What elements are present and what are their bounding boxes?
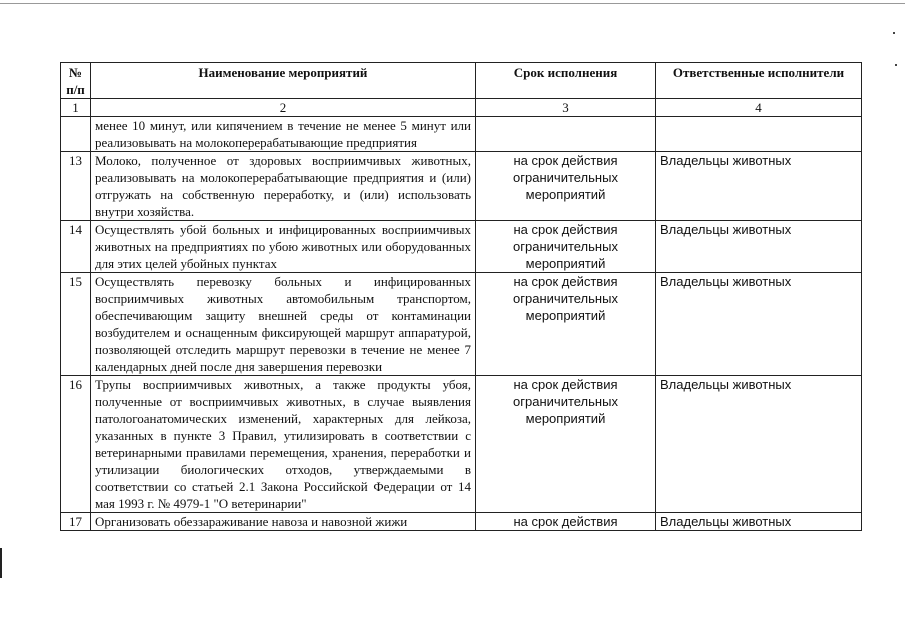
header-row <box>61 63 862 99</box>
measure-term: на срок действия ограничительных мероприятий <box>476 273 656 376</box>
measure-responsible: Владельцы животных <box>656 513 862 531</box>
row-number: 17 <box>61 513 91 531</box>
table-row <box>61 513 862 531</box>
measure-responsible: Владельцы животных <box>656 376 862 513</box>
scan-speck <box>893 32 895 34</box>
measure-responsible <box>656 117 862 152</box>
measure-responsible: Владельцы животных <box>656 152 862 221</box>
header-term: Срок исполнения <box>476 63 656 99</box>
column-index-row <box>61 99 862 117</box>
measure-name: Осуществлять перевозку больных и инфицированных восприимчивых животных автомобильным транспортом, обеспечивающим защиту внешней среды от контаминации возбудителем и оснащенным фиксирующей маршрут аппаратурой, позволяющей отследить маршрут перевозки в течение не менее 7 календарных дней после дня завершения перевозки <box>91 273 476 376</box>
row-number <box>61 117 91 152</box>
table-row <box>61 152 862 221</box>
measure-name: Организовать обеззараживание навоза и навозной жижи <box>91 513 476 531</box>
measures-table <box>60 62 862 531</box>
column-index: 3 <box>476 99 656 117</box>
column-index: 4 <box>656 99 862 117</box>
header-resp: Ответственные исполнители <box>656 63 862 99</box>
row-number: 15 <box>61 273 91 376</box>
measure-term: на срок действия ограничительных мероприятий <box>476 152 656 221</box>
table-row <box>61 376 862 513</box>
row-number: 14 <box>61 221 91 273</box>
measure-term: на срок действия <box>476 513 656 531</box>
row-number: 13 <box>61 152 91 221</box>
scan-speck <box>895 64 897 66</box>
measure-responsible: Владельцы животных <box>656 221 862 273</box>
measure-name: Молоко, полученное от здоровых восприимчивых животных, реализовывать на молокоперерабатывающие предприятия и (или) отгружать на собственную переработку, и (или) использовать внутри хозяйства. <box>91 152 476 221</box>
measure-name: Осуществлять убой больных и инфицированных восприимчивых животных на предприятиях по убою животных или оборудованных для этих целей убойных пунктах <box>91 221 476 273</box>
table-row <box>61 221 862 273</box>
measure-term: на срок действия ограничительных мероприятий <box>476 221 656 273</box>
header-num: № п/п <box>61 63 91 99</box>
measure-term: на срок действия ограничительных мероприятий <box>476 376 656 513</box>
row-number: 16 <box>61 376 91 513</box>
measure-name: менее 10 минут, или кипячением в течение не менее 5 минут или реализовывать на молокоперерабатывающие предприятия <box>91 117 476 152</box>
column-index: 1 <box>61 99 91 117</box>
table-row <box>61 117 862 152</box>
measure-name: Трупы восприимчивых животных, а также продукты убоя, полученные от восприимчивых животных, в случае выявления патологоанатомических изменений, характерных для лейкоза, указанных в пункте 3 Правил, утилизировать в соответствии с ветеринарными правилами перемещения, хранения, переработки и утилизации биологических отходов, утверждаемыми в соответствии со статьей 2.1 Закона Российской Федерации от 14 мая 1993 г. № 4979-1 "О ветеринарии" <box>91 376 476 513</box>
header-name: Наименование мероприятий <box>91 63 476 99</box>
measure-responsible: Владельцы животных <box>656 273 862 376</box>
table-row <box>61 273 862 376</box>
scan-edge-mark <box>0 548 2 578</box>
column-index: 2 <box>91 99 476 117</box>
measure-term <box>476 117 656 152</box>
scan-edge-line <box>0 3 905 4</box>
